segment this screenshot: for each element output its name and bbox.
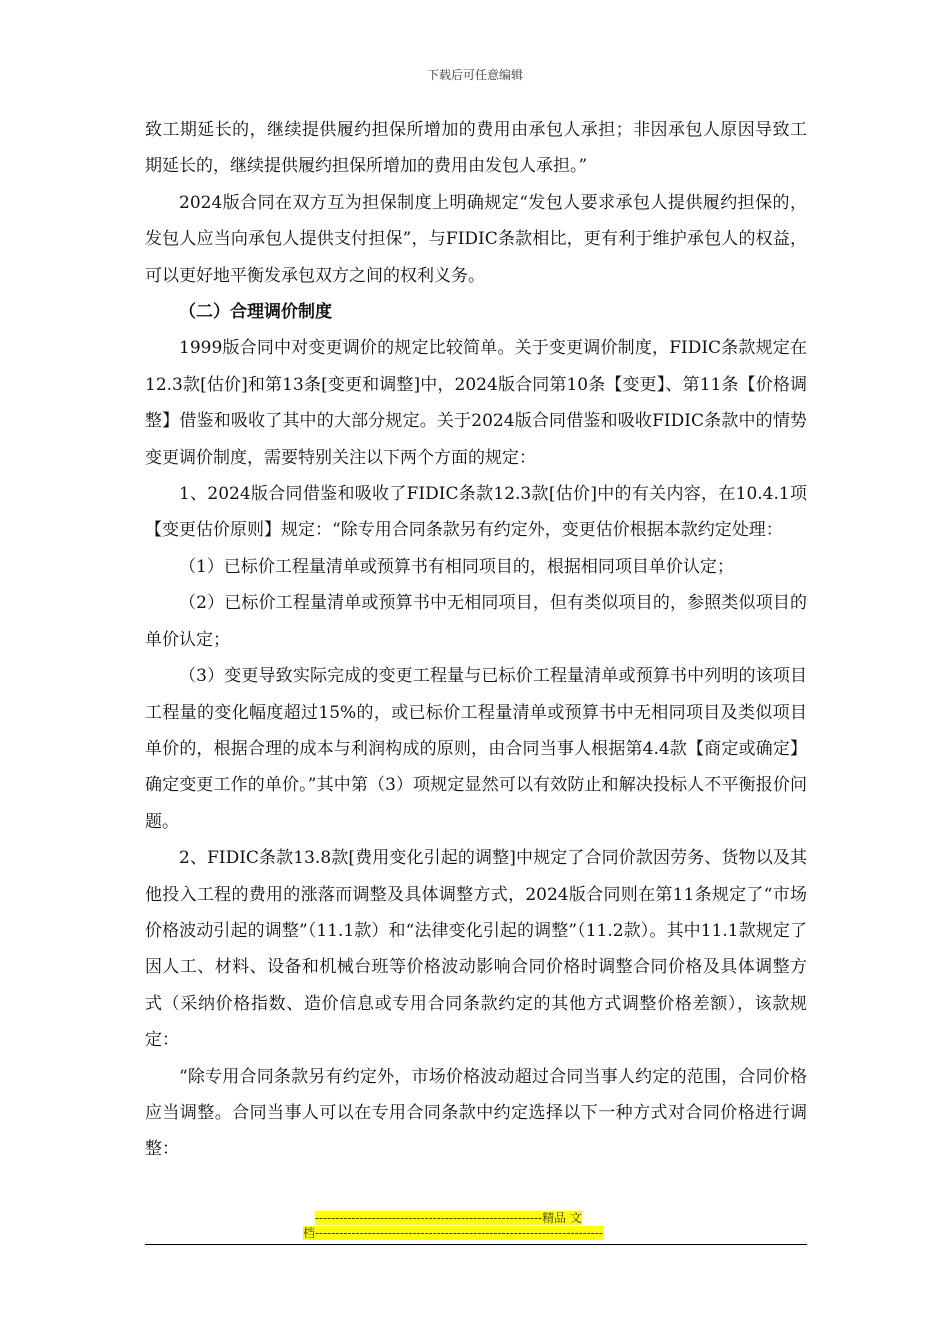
paragraph: “除专用合同条款另有约定外，市场价格波动超过合同当事人约定的范围，合同价格应当调整。合同当事人可以在专用合同条款中约定选择以下一种方式对合同价格进行调整：	[145, 1066, 807, 1160]
page-header: 下载后可任意编辑	[426, 68, 523, 82]
section-heading: （二）合理调价制度	[179, 302, 332, 323]
list-item: （2）已标价工程量清单或预算书中无相同项目，但有类似项目的，参照类似项目的单价认定；	[145, 593, 807, 650]
paragraph-continuation: 致工期延长的，继续提供履约担保所增加的费用由承包人承担；非因承包人原因导致工期延长的，继续提供履约担保所增加的费用由发包人承担。”	[145, 120, 807, 177]
paragraph: 1、2024版合同借鉴和吸收了FIDIC条款12.3款[估价]中的有关内容，在10.4.1项【变更估价原则】规定：“除专用合同条款另有约定外，变更估价根据本款约定处理：	[145, 484, 807, 541]
paragraph: 2、FIDIC条款13.8款[费用变化引起的调整]中规定了合同价款因劳务、货物以及其他投入工程的费用的涨落而调整及具体调整方式，2024版合同则在第11条规定了“市场价格波动引起的调整”（11.1款）和“法律变化引起的调整”（11.2款）。其中11.1款规定了因人工、材料、设备和机械台班等价格波动影响合同价格时调整合同价格及具体调整方式（采纳价格指数、造价信息或专用合同条款约定的其他方式调整价格差额），该款规定：	[145, 848, 807, 1051]
footer-line-2: 档-----------------------------------------------------------------------	[303, 1226, 603, 1240]
footer-line-1: --------------------------------------------------------精品 文	[315, 1211, 582, 1225]
footer-divider	[145, 1244, 807, 1245]
paragraph: 2024版合同在双方互为担保制度上明确规定“发包人要求承包人提供履约担保的，发包人应当向承包人提供支付担保”，与FIDIC条款相比，更有利于维护承包人的权益，可以更好地平衡发承包双方之间的权利义务。	[145, 192, 807, 286]
document-body	[145, 112, 807, 1168]
list-item: （1）已标价工程量清单或预算书有相同项目的，根据相同项目单价认定；	[179, 556, 734, 577]
footer-watermark	[303, 1211, 649, 1241]
list-item: （3）变更导致实际完成的变更工程量与已标价工程量清单或预算书中列明的该项目工程量的变化幅度超过15%的，或已标价工程量清单或预算书中无相同项目及类似项目单价的，根据合理的成本与利润构成的原则，由合同当事人根据第4.4款【商定或确定】确定变更工作的单价。”其中第（3）项规定显然可以有效防止和解决投标人不平衡报价问题。	[145, 666, 807, 832]
paragraph: 1999版合同中对变更调价的规定比较简单。关于变更调价制度，FIDIC条款规定在12.3款[估价]和第13条[变更和调整]中，2024版合同第10条【变更】、第11条【价格调整】借鉴和吸收了其中的大部分规定。关于2024版合同借鉴和吸收FIDIC条款中的情势变更调价制度，需要特别关注以下两个方面的规定：	[145, 338, 807, 468]
